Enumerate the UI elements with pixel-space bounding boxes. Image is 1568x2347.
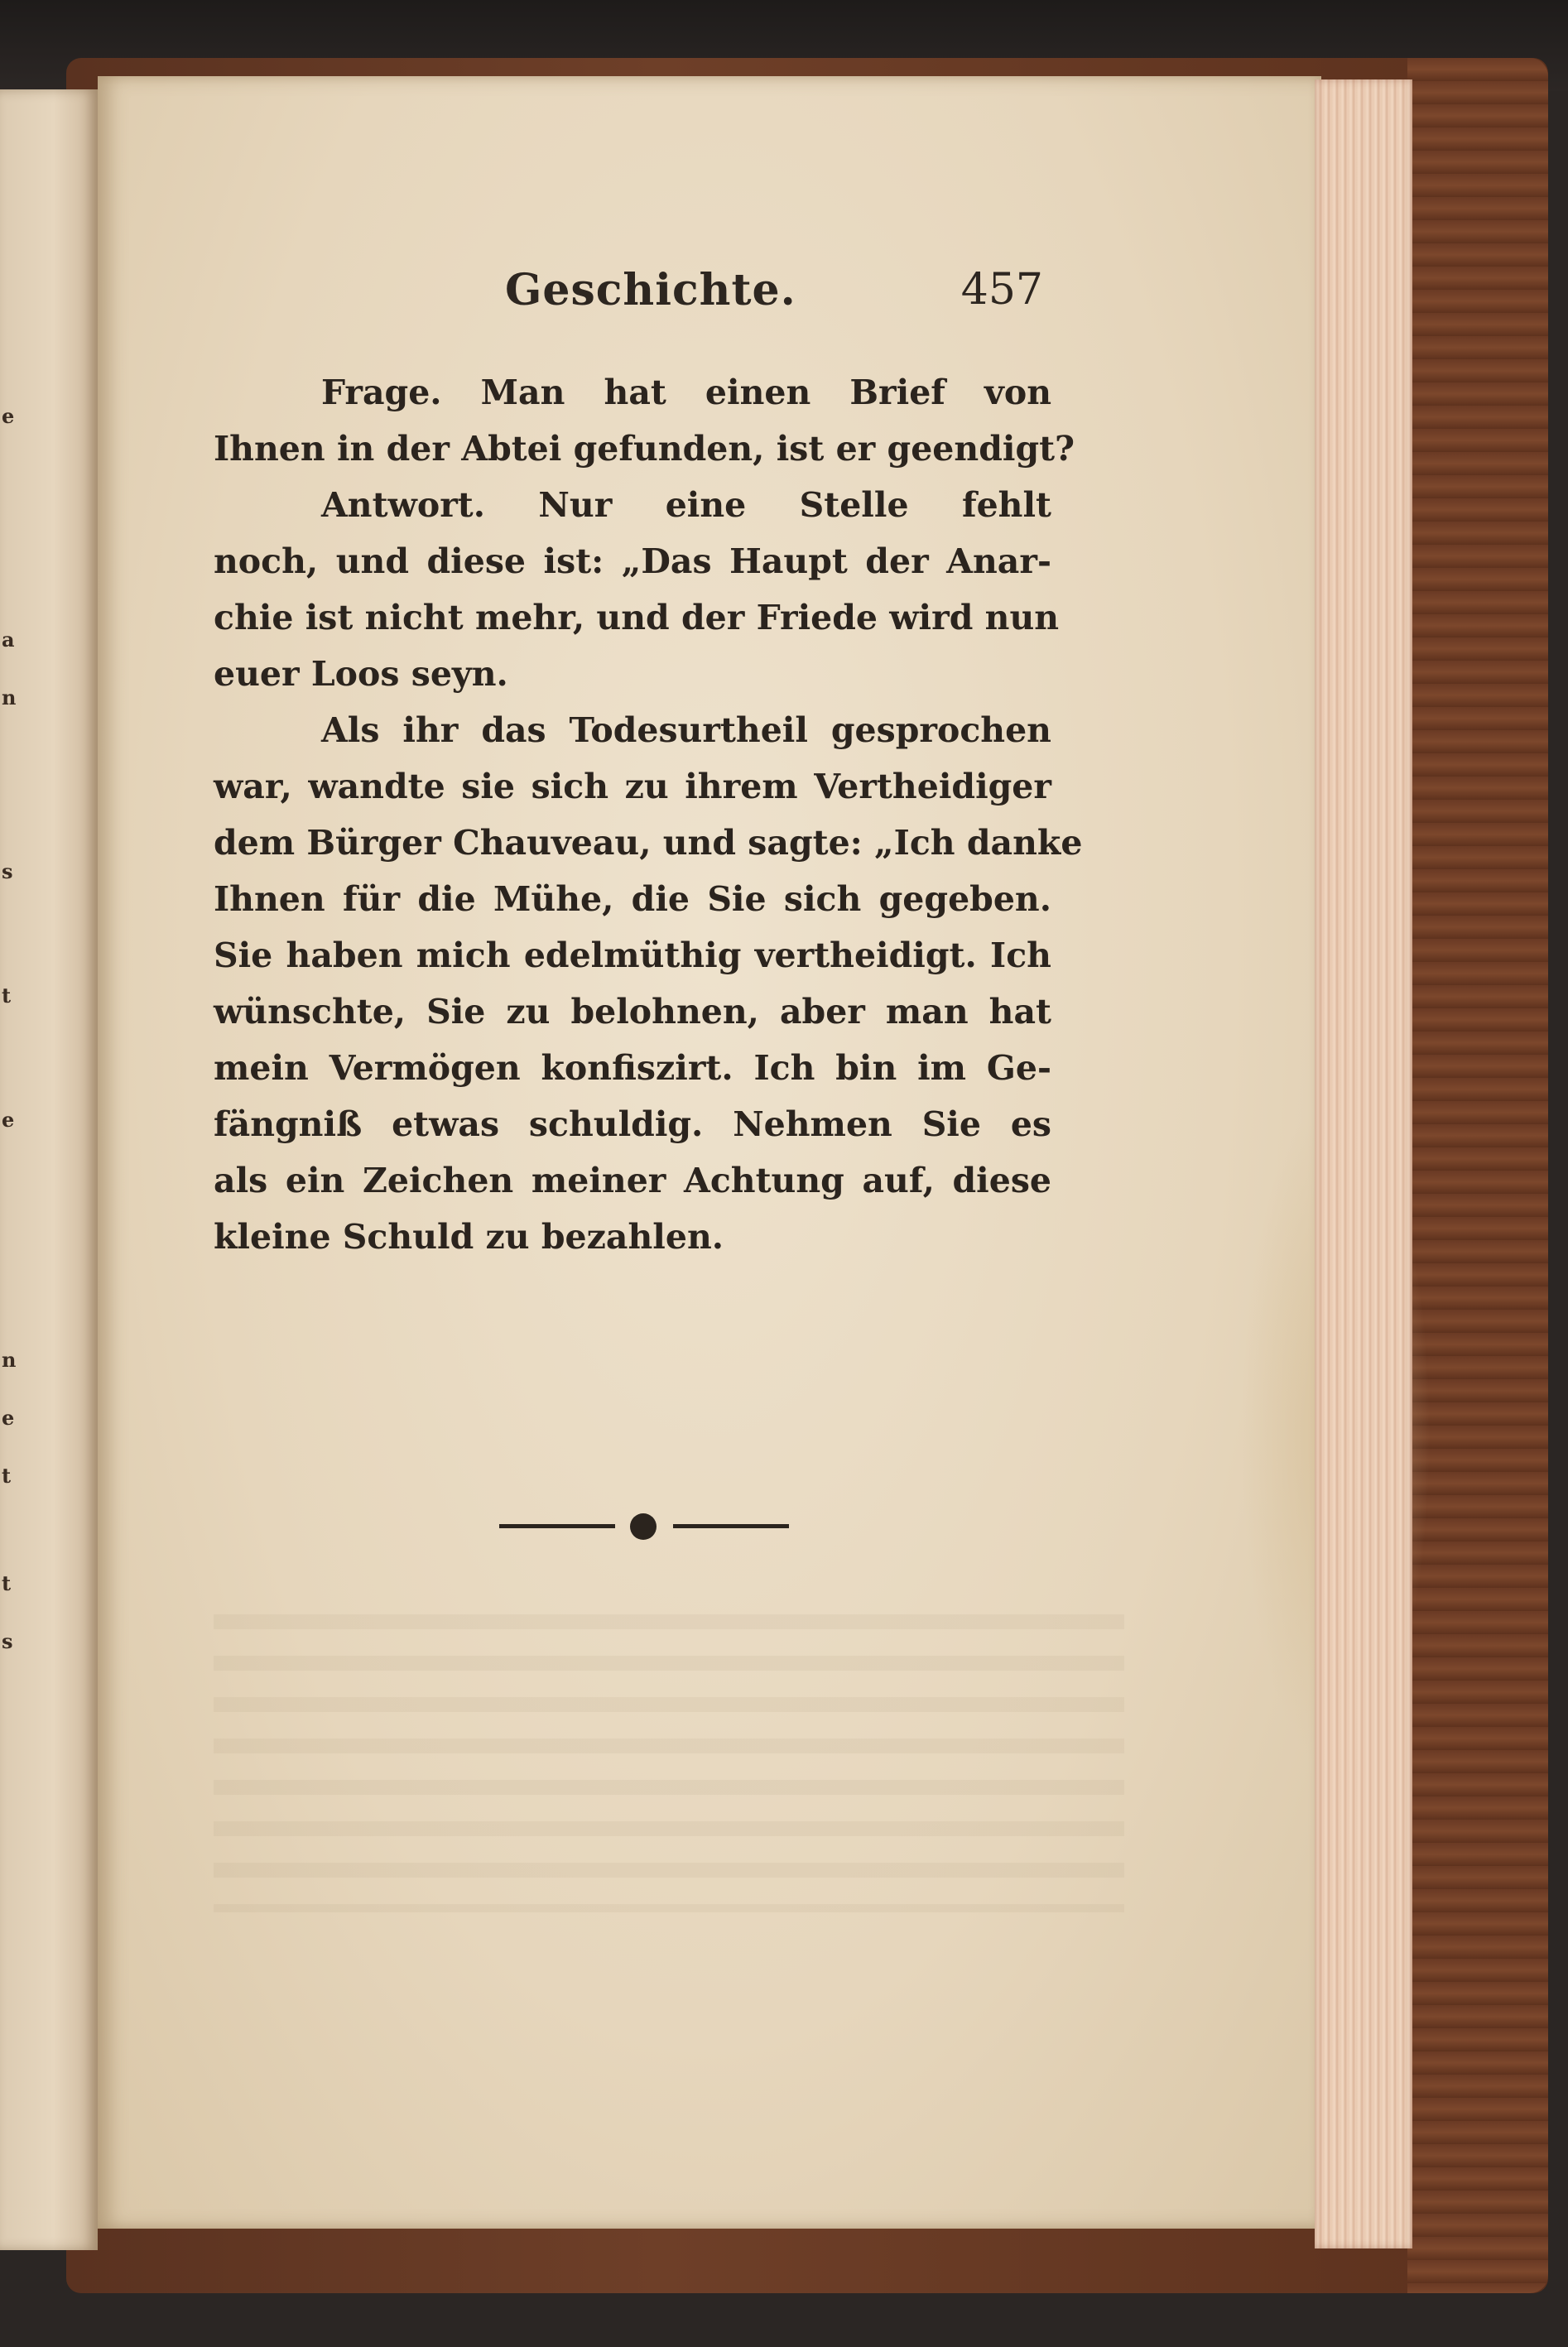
left-page-fragment: t — [2, 1464, 12, 1488]
left-page-fragment: e — [2, 1406, 15, 1430]
left-page-fragment: t — [2, 984, 12, 1008]
body-text — [214, 364, 1083, 1265]
left-page-fragment: n — [2, 1348, 17, 1372]
ornament-rule-right — [673, 1524, 789, 1528]
left-page-fragment: s — [2, 859, 13, 883]
left-page-fragment: t — [2, 1571, 12, 1595]
left-page-fragment: a — [2, 628, 15, 652]
text-line: dem Bürger Chauveau, und sagte: „Ich danke — [214, 823, 1083, 863]
text-line: kleine Schuld zu bezahlen. — [214, 1217, 724, 1257]
text-line: Als ihr das Todesurtheil gesprochen — [321, 710, 1051, 750]
text-line: noch, und diese ist: „Das Haupt der Anar- — [214, 541, 1051, 581]
show-through-text — [214, 1614, 1124, 1912]
text-line: Ihnen in der Abtei gefunden, ist er geendigt? — [214, 429, 1075, 469]
running-title: Geschichte. — [505, 265, 796, 315]
text-line: chie ist nicht mehr, und der Friede wird nun — [214, 598, 1060, 637]
left-page-fragment: n — [2, 685, 17, 709]
left-page-fragment: s — [2, 1629, 13, 1653]
text-line: Frage. Man hat einen Brief von — [321, 373, 1051, 412]
text-line: als ein Zeichen meiner Achtung auf, diese — [214, 1161, 1051, 1200]
text-line: euer Loos seyn. — [214, 654, 508, 694]
text-line: Antwort. Nur eine Stelle fehlt — [321, 485, 1051, 525]
page-header — [505, 265, 1043, 331]
page-number: 457 — [960, 265, 1043, 315]
left-page-fragment: e — [2, 404, 15, 428]
left-page-edge — [0, 89, 98, 2250]
left-page-fragment: e — [2, 1108, 15, 1132]
page-fore-edge — [1315, 79, 1412, 2248]
text-line: Sie haben mich edelmüthig vertheidigt. Ich — [214, 935, 1051, 975]
text-line: mein Vermögen konfiszirt. Ich bin im Ge- — [214, 1048, 1051, 1088]
ornament-rule-left — [499, 1524, 615, 1528]
text-line: wünschte, Sie zu belohnen, aber man hat — [214, 992, 1051, 1032]
text-line: war, wandte sie sich zu ihrem Vertheidiger — [214, 767, 1051, 806]
ornament-dot-icon — [630, 1513, 657, 1540]
section-end-ornament — [499, 1512, 789, 1541]
text-line: fängniß etwas schuldig. Nehmen Sie es — [214, 1104, 1051, 1144]
text-line: Ihnen für die Mühe, die Sie sich gegeben. — [214, 879, 1051, 919]
